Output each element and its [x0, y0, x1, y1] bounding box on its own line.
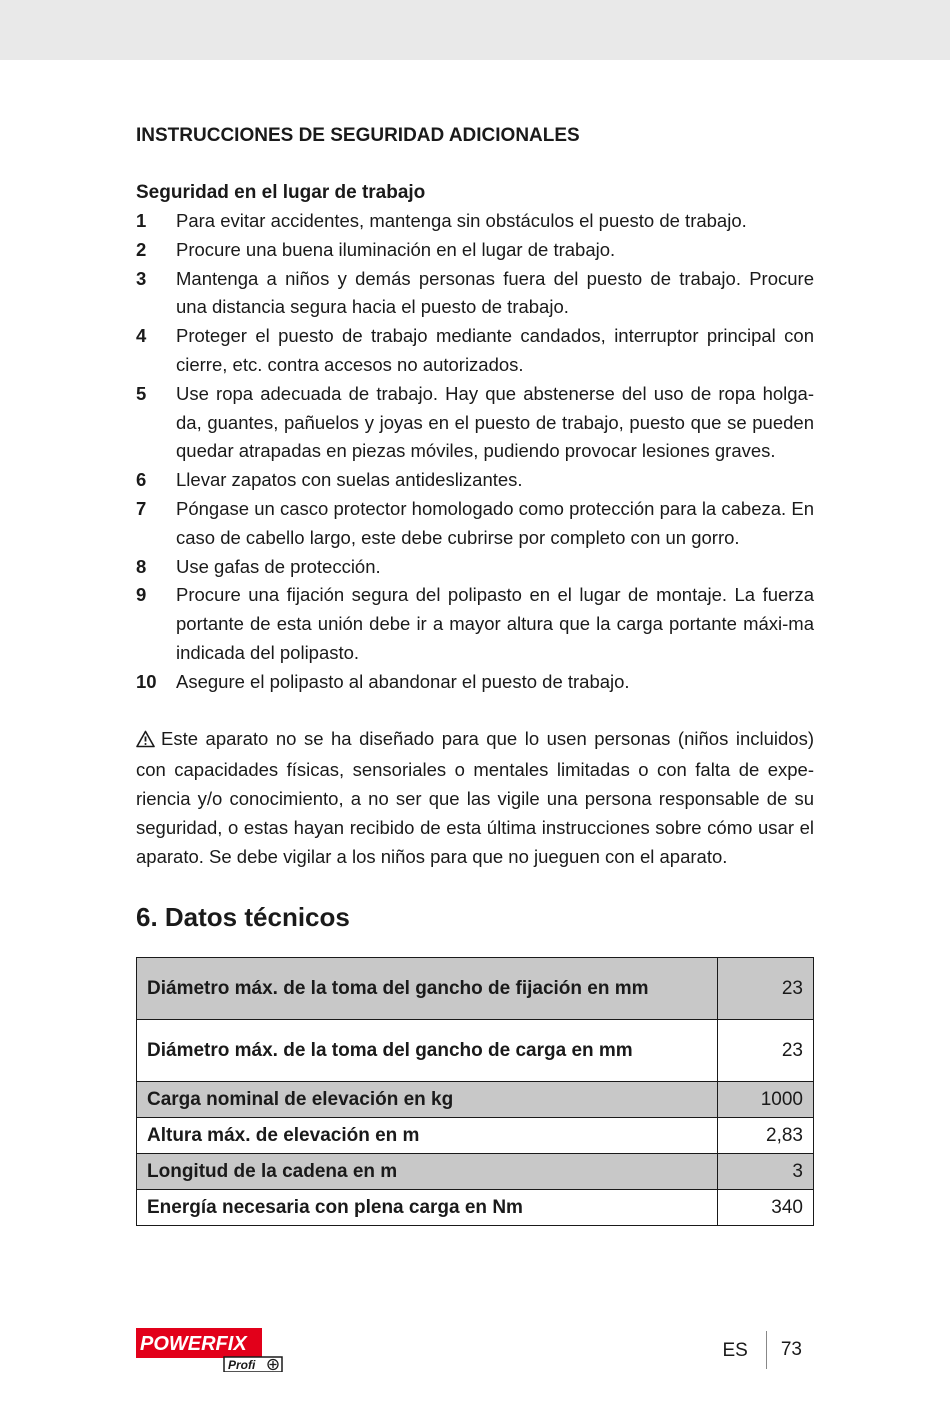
item-number: 1 — [136, 210, 147, 231]
list-item — [136, 668, 814, 697]
row-value: 2,83 — [718, 1118, 814, 1154]
warning-triangle-icon — [136, 728, 155, 757]
item-number: 10 — [136, 670, 157, 692]
table-row — [137, 1154, 814, 1190]
item-text: Llevar zapatos con suelas antideslizantes. — [176, 469, 523, 491]
list-item — [136, 553, 814, 582]
logo-text: POWERFIX — [140, 1333, 247, 1355]
row-label: Longitud de la cadena en m — [137, 1154, 718, 1190]
item-text: Use ropa adecuada de trabajo. Hay que abstenerse del uso de ropa holga-da, guantes, pañuelos y joyas en el puesto de trabajo, puesto que se pueden quedar atrapadas en piezas móviles, pudiendo provocar lesiones graves. — [176, 382, 814, 462]
row-value: 340 — [718, 1190, 814, 1226]
row-label: Energía necesaria con plena carga en Nm — [137, 1190, 718, 1226]
item-number: 5 — [136, 382, 147, 404]
page-number: 73 — [780, 1339, 802, 1360]
item-text: Procure una fijación segura del polipasto en el lugar de montaje. La fuerza portante de esta unión debe ir a mayor altura que la carga portante máxi-ma indicada del polipasto. — [176, 584, 814, 663]
technical-data-table — [136, 957, 814, 1226]
item-text: Póngase un casco protector homologado como protección para la cabeza. En caso de cabello largo, este debe cubrirse por completo con un gorro. — [176, 497, 814, 548]
item-number: 3 — [136, 267, 147, 289]
row-label: Diámetro máx. de la toma del gancho de carga en mm — [137, 1020, 718, 1082]
list-item — [136, 581, 814, 667]
list-item — [136, 322, 814, 380]
chapter-title: 6. Datos técnicos — [136, 901, 350, 932]
page-footer — [723, 1330, 803, 1370]
item-text: Mantenga a niños y demás personas fuera del puesto de trabajo. Procure una distancia segura hacia el puesto de trabajo. — [176, 267, 814, 318]
table-row — [137, 1082, 814, 1118]
list-item — [136, 207, 814, 236]
list-item — [136, 466, 814, 495]
table-row — [137, 1190, 814, 1226]
item-number: 9 — [136, 584, 147, 606]
item-text: Proteger el puesto de trabajo mediante candados, interruptor principal con cierre, etc. contra accesos no autorizados. — [176, 325, 814, 375]
item-number: 4 — [136, 325, 147, 347]
item-number: 2 — [136, 238, 147, 260]
sub-heading: Seguridad en el lugar de trabajo — [136, 182, 426, 203]
list-item — [136, 495, 814, 553]
powerfix-logo — [136, 1328, 286, 1372]
table-row — [137, 1118, 814, 1154]
item-number: 6 — [136, 469, 147, 491]
item-text: Procure una buena iluminación en el lugar de trabajo. — [176, 238, 616, 260]
item-number: 7 — [136, 497, 147, 519]
top-band — [0, 0, 950, 60]
logo-sub: Profi — [228, 1358, 256, 1372]
table-row — [137, 958, 814, 1020]
item-text: Use gafas de protección. — [176, 555, 381, 577]
safety-list — [136, 207, 814, 697]
list-item — [136, 380, 814, 466]
item-text: Asegure el polipasto al abandonar el puesto de trabajo. — [176, 670, 630, 692]
row-value: 23 — [718, 1020, 814, 1082]
row-label: Altura máx. de elevación en m — [137, 1118, 718, 1154]
table-row — [137, 1020, 814, 1082]
list-item — [136, 236, 814, 265]
row-value: 23 — [718, 958, 814, 1020]
section-heading: INSTRUCCIONES DE SEGURIDAD ADICIONALES — [136, 125, 580, 146]
list-item — [136, 265, 814, 323]
row-value: 3 — [718, 1154, 814, 1190]
page-content — [136, 120, 814, 934]
row-value: 1000 — [718, 1082, 814, 1118]
warning-paragraph — [136, 725, 814, 872]
language-code: ES — [722, 1340, 748, 1361]
item-text: Para evitar accidentes, mantenga sin obstáculos el puesto de trabajo. — [176, 210, 747, 231]
row-label: Carga nominal de elevación en kg — [137, 1082, 718, 1118]
warning-text: Este aparato no se ha diseñado para que lo usen personas (niños incluidos) con capacidades físicas, sensoriales o mentales limitadas o con falta de expe-riencia y/o conocimiento, a no ser que las vigile una persona responsable de su seguridad, o estas hayan recibido de esta última instrucciones sobre cómo usar el aparato. Se debe vigilar a los niños para que no jueguen con el aparato. — [136, 727, 814, 867]
row-label: Diámetro máx. de la toma del gancho de fijación en mm — [137, 958, 718, 1020]
item-number: 8 — [136, 555, 147, 577]
